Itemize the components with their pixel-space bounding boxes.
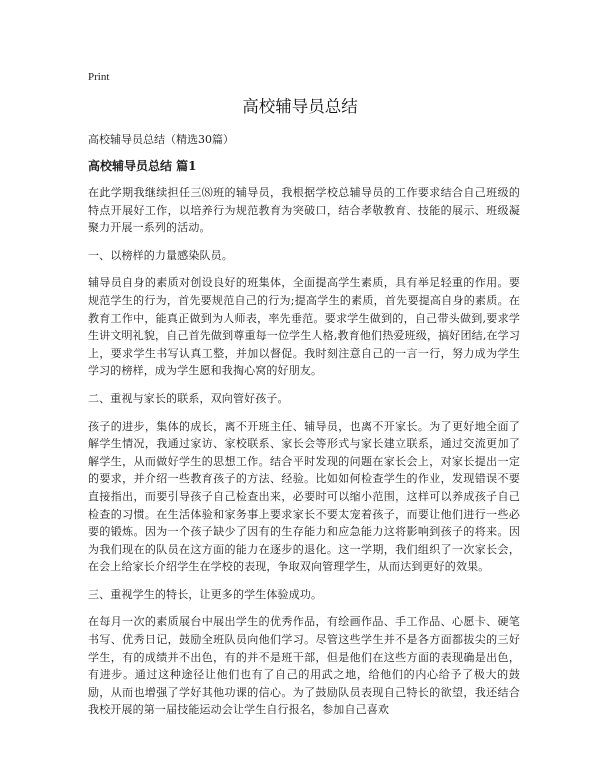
subheading-1: 一、以榜样的力量感染队员。	[88, 248, 233, 262]
article-body	[88, 184, 520, 729]
page-title: 高校辅导员总结	[242, 97, 358, 116]
paragraph-intro: 在此学期我继续担任三⑻班的辅导员，我根据学校总辅导员的工作要求结合自己班级的特点开展好工作，以培养行为规范教育为突破口，结合孝敬教育、技能的展示、班级凝聚力开展一系列的活动。	[88, 186, 520, 235]
print-link[interactable]: Print	[88, 71, 110, 83]
section-heading: 高校辅导员总结 篇1	[88, 159, 197, 173]
document-subtitle: 高校辅导员总结（精选30篇）	[88, 133, 234, 146]
paragraph-1: 辅导员自身的素质对创设良好的班集体，全面提高学生素质，具有举足轻重的作用。要规范学生的行为，首先要规范自己的行为;提高学生的素质，首先要提高自身的素质。在教育工作中，能真正做到为人师表，率先垂范。要求学生做到的，自己带头做到,要求学生讲文明礼貌，自己首先做到尊重每一位学生人格,教育他们热爱班级，搞好团结,在学习上，要求学生书写认真工整，并加以督促。我时刻注意自己的一言一行，努力成为学生学习的榜样，成为学生愿和我掏心窝的好朋友。	[88, 276, 520, 378]
subheading-2: 二、重视与家长的联系，双向管好孩子。	[88, 391, 289, 405]
paragraph-3: 在每月一次的素质展台中展出学生的优秀作品，有绘画作品、手工作品、心愿卡、硬笔书写、优秀日记，鼓励全班队员向他们学习。尽管这些学生并不是各方面都拔尖的三好学生，有的成绩并不出色，有的并不是班干部，但是他们在这些方面的表现确是出色，有进步。通过这种途径让他们也有了自己的用武之地，给他们的内心给予了极大的鼓励，从而也增强了学好其他功课的信心。为了鼓励队员表现自己特长的欲望，我还结合我校开展的第一届技能运动会让学生自行报名，参加自己喜欢	[88, 615, 520, 717]
subheading-3: 三、重视学生的特长，让更多的学生体验成功。	[88, 587, 323, 601]
paragraph-2: 孩子的进步，集体的成长，离不开班主任、辅导员，也离不开家长。为了更好地全面了解学生情况，我通过家访、家校联系、家长会等形式与家长建立联系，通过交流更加了解学生，从而做好学生的思想工作。结合平时发现的问题在家长会上，对家长提出一定的要求，并介绍一些教育孩子的方法、经验。比如如何检查学生的作业，发现错误不要直接指出，而要引导孩子自己检查出来，必要时可以缩小范围，这样可以养成孩子自己检查的习惯。在生活体验和家务事上要求家长不要太宠着孩子，而要让他们进行一些必要的锻炼。因为一个孩子缺少了因有的生存能力和应急能力这将影响到孩子的将来。因为我们现在的队员在这方面的能力在逐步的退化。这一学期，我们组织了一次家长会，在会上给家长介绍学生在学校的表现，争取双向管理学生，从而达到更好的效果。	[88, 419, 520, 574]
